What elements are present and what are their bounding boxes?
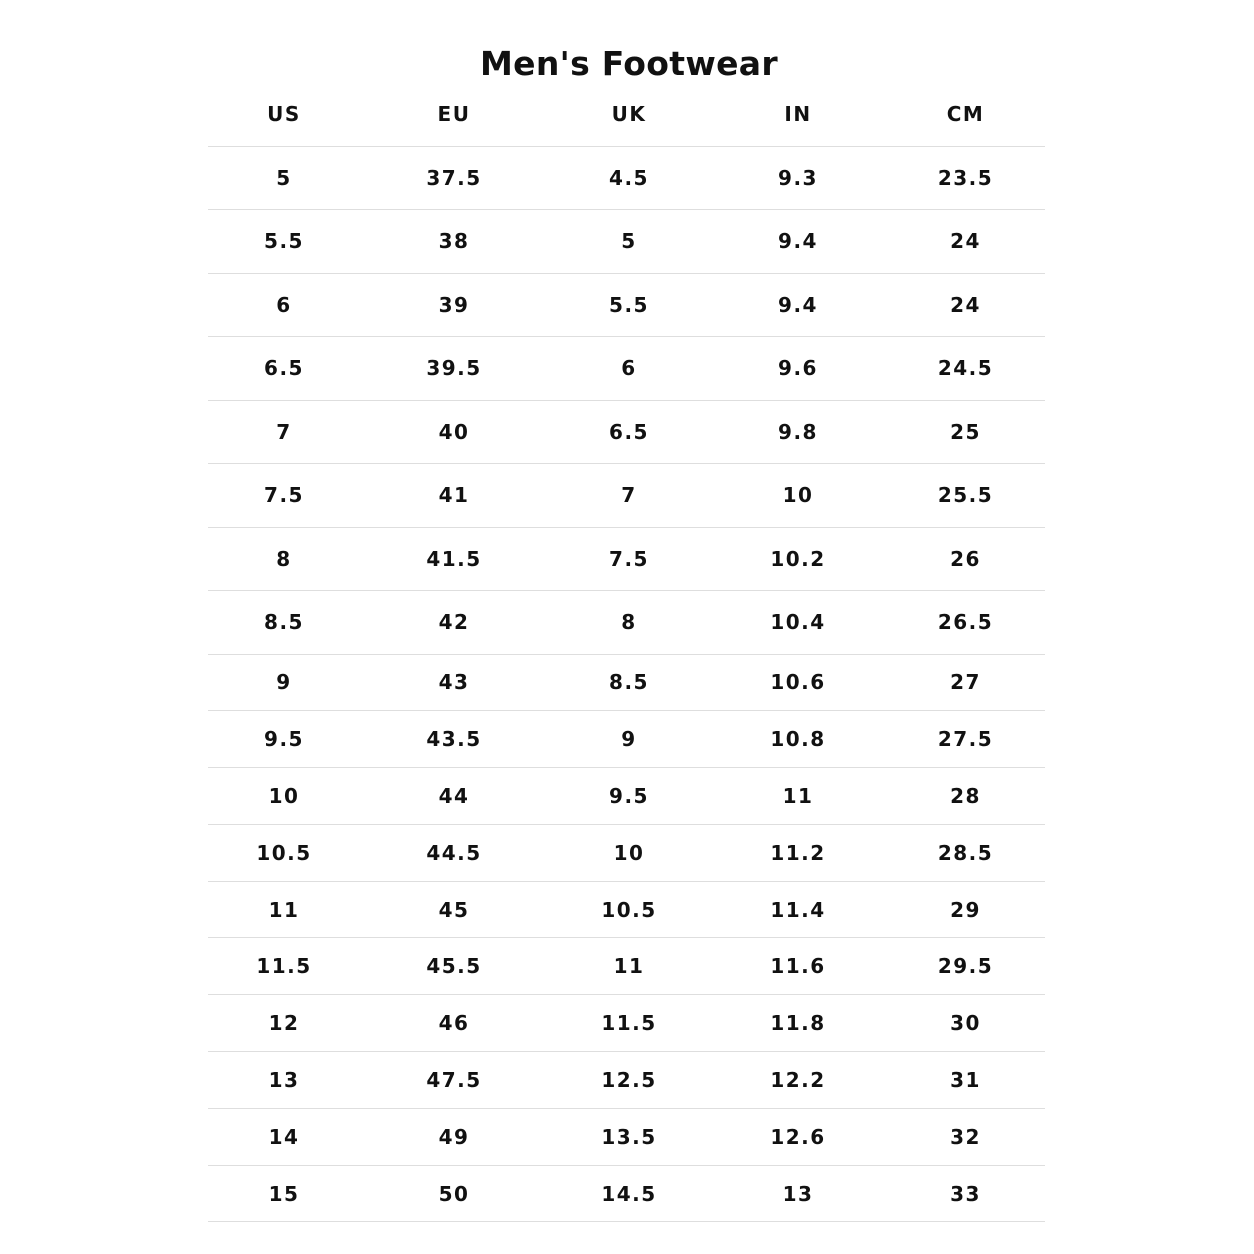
cell-eu: 38 <box>360 210 548 274</box>
cell-eu: 46 <box>360 995 548 1052</box>
cell-us: 5 <box>208 146 360 210</box>
cell-in: 9.4 <box>710 210 886 274</box>
table-row <box>208 464 1045 528</box>
cell-uk: 7 <box>548 464 710 528</box>
cell-in: 12.6 <box>710 1108 886 1165</box>
cell-uk: 9.5 <box>548 768 710 825</box>
table-row <box>208 881 1045 938</box>
table-row <box>208 824 1045 881</box>
cell-in: 12.2 <box>710 1052 886 1109</box>
cell-us: 7.5 <box>208 464 360 528</box>
cell-eu: 40 <box>360 400 548 464</box>
cell-us: 11 <box>208 881 360 938</box>
table-row <box>208 400 1045 464</box>
cell-eu: 47.5 <box>360 1052 548 1109</box>
cell-in: 10.6 <box>710 654 886 711</box>
cell-cm: 24 <box>886 210 1045 274</box>
cell-eu: 41.5 <box>360 527 548 591</box>
cell-uk: 8.5 <box>548 654 710 711</box>
cell-uk: 10.5 <box>548 881 710 938</box>
table-row <box>208 1165 1045 1222</box>
cell-in: 9.3 <box>710 146 886 210</box>
cell-uk: 6 <box>548 337 710 401</box>
cell-us: 10 <box>208 768 360 825</box>
cell-eu: 50 <box>360 1165 548 1222</box>
table-row <box>208 146 1045 210</box>
cell-eu: 39.5 <box>360 337 548 401</box>
cell-eu: 44.5 <box>360 824 548 881</box>
table-row <box>208 768 1045 825</box>
cell-cm: 23.5 <box>886 146 1045 210</box>
column-header-cm: CM <box>886 82 1045 146</box>
cell-cm: 29.5 <box>886 938 1045 995</box>
page-title: Men's Footwear <box>480 44 778 84</box>
cell-uk: 11.5 <box>548 995 710 1052</box>
cell-in: 10.8 <box>710 711 886 768</box>
table-row <box>208 1108 1045 1165</box>
cell-cm: 25 <box>886 400 1045 464</box>
cell-uk: 9 <box>548 711 710 768</box>
cell-cm: 24.5 <box>886 337 1045 401</box>
cell-us: 5.5 <box>208 210 360 274</box>
cell-uk: 14.5 <box>548 1165 710 1222</box>
column-header-uk: UK <box>548 82 710 146</box>
cell-eu: 45 <box>360 881 548 938</box>
table-header <box>208 82 1045 146</box>
table-row <box>208 591 1045 655</box>
cell-cm: 24 <box>886 273 1045 337</box>
cell-us: 13 <box>208 1052 360 1109</box>
cell-in: 11.2 <box>710 824 886 881</box>
cell-uk: 7.5 <box>548 527 710 591</box>
cell-cm: 27 <box>886 654 1045 711</box>
cell-cm: 29 <box>886 881 1045 938</box>
cell-uk: 12.5 <box>548 1052 710 1109</box>
cell-eu: 42 <box>360 591 548 655</box>
cell-uk: 5 <box>548 210 710 274</box>
table-row <box>208 337 1045 401</box>
cell-in: 13 <box>710 1165 886 1222</box>
table-row <box>208 527 1045 591</box>
column-header-eu: EU <box>360 82 548 146</box>
size-chart-table <box>208 82 1045 1222</box>
cell-cm: 26 <box>886 527 1045 591</box>
cell-cm: 28.5 <box>886 824 1045 881</box>
table-row <box>208 938 1045 995</box>
cell-uk: 10 <box>548 824 710 881</box>
cell-eu: 43.5 <box>360 711 548 768</box>
cell-cm: 33 <box>886 1165 1045 1222</box>
cell-cm: 27.5 <box>886 711 1045 768</box>
cell-in: 10.4 <box>710 591 886 655</box>
cell-in: 11.4 <box>710 881 886 938</box>
cell-us: 6.5 <box>208 337 360 401</box>
cell-us: 10.5 <box>208 824 360 881</box>
cell-in: 11 <box>710 768 886 825</box>
cell-in: 10.2 <box>710 527 886 591</box>
cell-eu: 43 <box>360 654 548 711</box>
header-row <box>208 82 1045 146</box>
cell-eu: 49 <box>360 1108 548 1165</box>
table-row <box>208 1052 1045 1109</box>
cell-eu: 44 <box>360 768 548 825</box>
table-row <box>208 654 1045 711</box>
cell-in: 9.8 <box>710 400 886 464</box>
cell-us: 6 <box>208 273 360 337</box>
table-row <box>208 711 1045 768</box>
cell-in: 10 <box>710 464 886 528</box>
table-row <box>208 995 1045 1052</box>
cell-us: 9 <box>208 654 360 711</box>
cell-us: 15 <box>208 1165 360 1222</box>
cell-cm: 25.5 <box>886 464 1045 528</box>
cell-us: 7 <box>208 400 360 464</box>
cell-us: 11.5 <box>208 938 360 995</box>
cell-in: 11.8 <box>710 995 886 1052</box>
cell-eu: 37.5 <box>360 146 548 210</box>
cell-us: 9.5 <box>208 711 360 768</box>
cell-us: 8 <box>208 527 360 591</box>
cell-uk: 4.5 <box>548 146 710 210</box>
cell-eu: 41 <box>360 464 548 528</box>
table-row <box>208 273 1045 337</box>
cell-uk: 8 <box>548 591 710 655</box>
cell-in: 9.6 <box>710 337 886 401</box>
cell-us: 8.5 <box>208 591 360 655</box>
cell-eu: 39 <box>360 273 548 337</box>
column-header-us: US <box>208 82 360 146</box>
cell-cm: 32 <box>886 1108 1045 1165</box>
cell-in: 9.4 <box>710 273 886 337</box>
table-row <box>208 210 1045 274</box>
cell-uk: 11 <box>548 938 710 995</box>
cell-in: 11.6 <box>710 938 886 995</box>
cell-uk: 6.5 <box>548 400 710 464</box>
cell-cm: 26.5 <box>886 591 1045 655</box>
cell-us: 12 <box>208 995 360 1052</box>
cell-cm: 28 <box>886 768 1045 825</box>
cell-us: 14 <box>208 1108 360 1165</box>
cell-uk: 5.5 <box>548 273 710 337</box>
cell-eu: 45.5 <box>360 938 548 995</box>
cell-cm: 30 <box>886 995 1045 1052</box>
table-body <box>208 146 1045 1222</box>
column-header-in: IN <box>710 82 886 146</box>
cell-cm: 31 <box>886 1052 1045 1109</box>
cell-uk: 13.5 <box>548 1108 710 1165</box>
